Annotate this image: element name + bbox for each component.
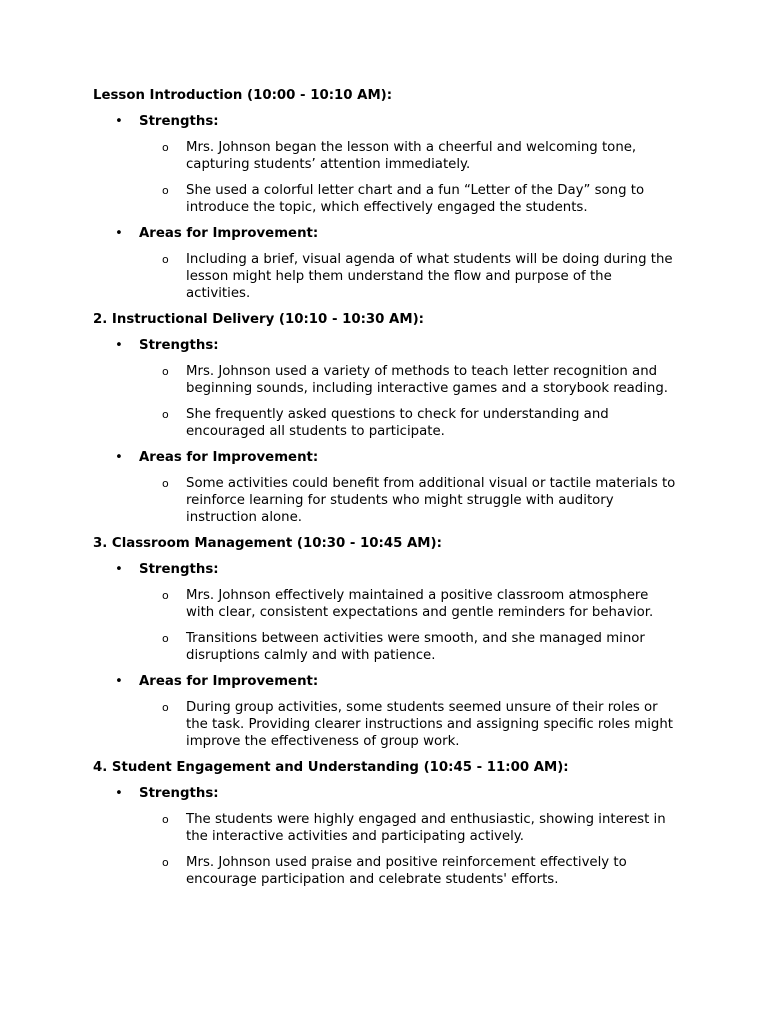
item-list [0,587,768,664]
group-label: • Areas for Improvement: [139,449,768,466]
group-label: • Areas for Improvement: [139,225,768,242]
section-student-engagement [0,759,768,888]
section-heading: Lesson Introduction (10:00 - 10:10 AM): [93,88,393,103]
item-list [0,811,768,888]
group-label: • Strengths: [139,337,768,354]
group-label: • Strengths: [139,561,768,578]
section-heading: 2. Instructional Delivery (10:10 - 10:30 AM): [93,312,424,327]
item-list [0,363,768,440]
item-list [0,475,768,526]
section-heading: 3. Classroom Management (10:30 - 10:45 AM): [93,536,442,551]
list-item: o Transitions between activities were smooth, and she managed minor disruptions calmly and with patience. [186,630,678,664]
list-item: o Mrs. Johnson began the lesson with a cheerful and welcoming tone, capturing students’ attention immediately. [186,139,678,173]
list-item: o She used a colorful letter chart and a fun “Letter of the Day” song to introduce the topic, which effectively engaged the students. [186,182,678,216]
improvement-group [0,673,768,750]
item-list [0,699,768,750]
list-item: o The students were highly engaged and enthusiastic, showing interest in the interactive activities and participating actively. [186,811,678,845]
section-instructional-delivery [0,311,768,526]
list-item: o Mrs. Johnson effectively maintained a positive classroom atmosphere with clear, consistent expectations and gentle reminders for behavior. [186,587,678,621]
list-item: o During group activities, some students seemed unsure of their roles or the task. Providing clearer instructions and assigning specific roles might improve the effectiveness of group work. [186,699,678,750]
list-item: o She frequently asked questions to check for understanding and encouraged all students to participate. [186,406,678,440]
list-item: o Some activities could benefit from additional visual or tactile materials to reinforce learning for students who might struggle with auditory instruction alone. [186,475,678,526]
improvement-group [0,225,768,302]
group-label: • Strengths: [139,113,768,130]
list-item: o Including a brief, visual agenda of what students will be doing during the lesson might help them understand the flow and purpose of the activities. [186,251,678,302]
list-item: o Mrs. Johnson used a variety of methods to teach letter recognition and beginning sounds, including interactive games and a storybook reading. [186,363,678,397]
strengths-group [0,561,768,664]
section-heading: 4. Student Engagement and Understanding (10:45 - 11:00 AM): [93,760,569,775]
section-lesson-introduction [0,87,768,302]
group-label: • Strengths: [139,785,768,802]
group-label: • Areas for Improvement: [139,673,768,690]
section-classroom-management [0,535,768,750]
list-item: o Mrs. Johnson used praise and positive reinforcement effectively to encourage participation and celebrate students' efforts. [186,854,678,888]
item-list [0,251,768,302]
strengths-group [0,785,768,888]
strengths-group [0,113,768,216]
strengths-group [0,337,768,440]
item-list [0,139,768,216]
improvement-group [0,449,768,526]
